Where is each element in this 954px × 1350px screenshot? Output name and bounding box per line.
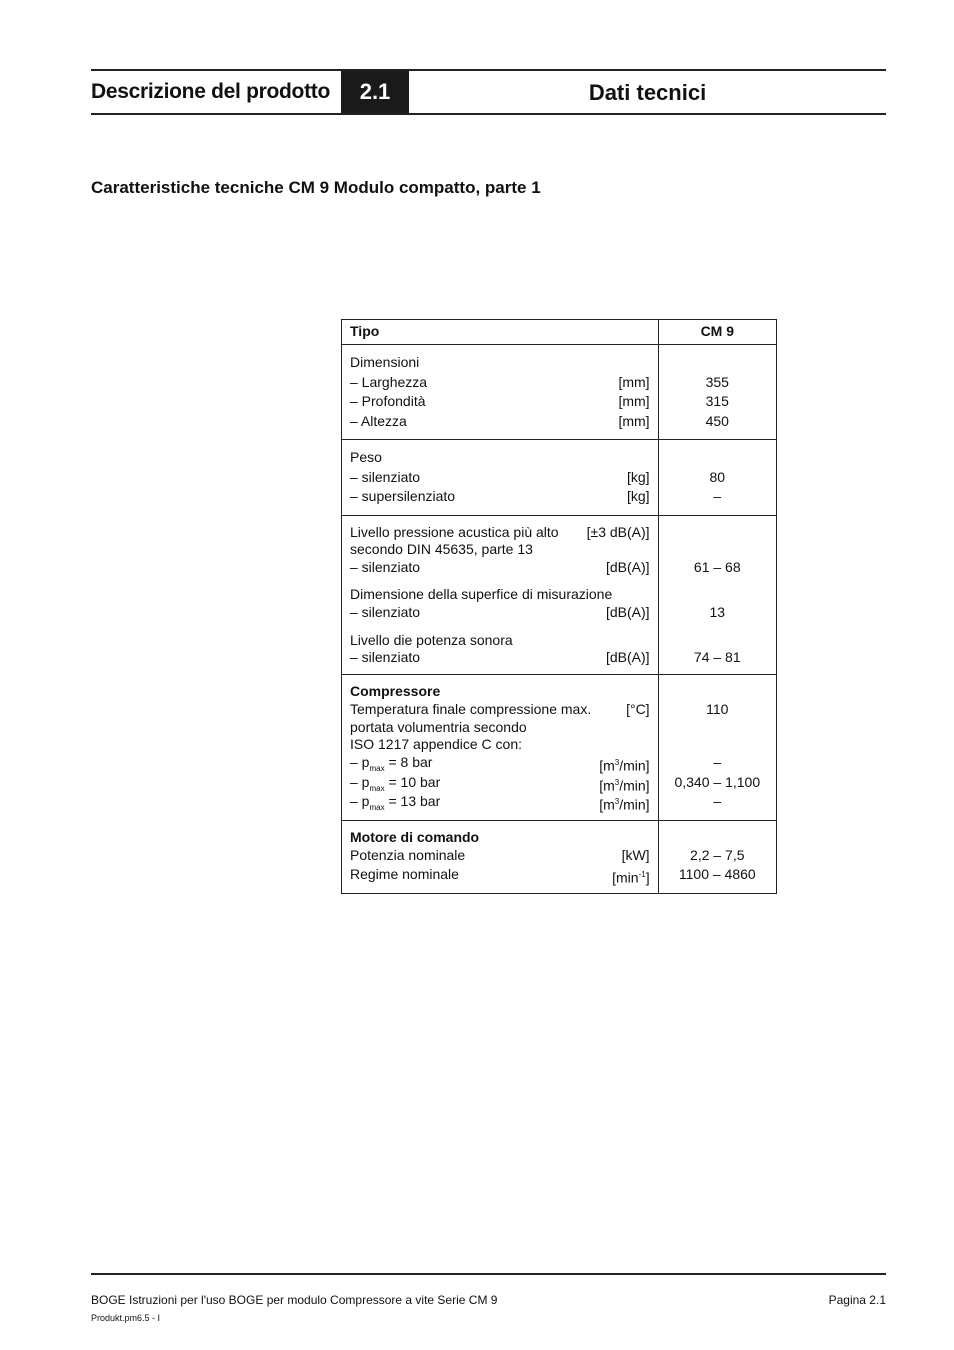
section-name: Descrizione del prodotto xyxy=(91,80,330,103)
motor-title: Motore di comando xyxy=(350,828,480,845)
noise-group xyxy=(342,515,777,674)
table-row: – silenziato [dB(A)] xyxy=(350,558,650,575)
flow-title: portata volumentria secondo xyxy=(350,719,527,735)
value-cell: 110 xyxy=(706,700,729,717)
file-name: Produkt.pm6.5 - I xyxy=(91,1313,161,1323)
value-cell: – xyxy=(713,754,722,770)
weight-title: Peso xyxy=(350,449,382,465)
table-row: Temperatura finale compressione max. [°C] xyxy=(350,700,650,717)
value-cell: 1100 – 4860 xyxy=(678,866,756,882)
page-topic: Dati tecnici xyxy=(588,80,707,105)
value-cell: 74 – 81 xyxy=(693,648,741,665)
value-cell: 355 xyxy=(705,373,729,390)
compressor-title: Compressore xyxy=(350,682,441,699)
table-header-row xyxy=(342,320,777,345)
measure-surface-title: Dimensione della superfice di misurazione xyxy=(350,586,613,602)
table-row: Regime nominale $[\min^{-1}]$ xyxy=(350,866,650,886)
motor-group xyxy=(342,820,777,893)
table-row: – silenziato [kg] xyxy=(350,468,650,485)
table-row: – $p_{max} = 13$ bar $[m^3/\min]$ xyxy=(350,793,650,813)
value-cell: – xyxy=(713,488,722,504)
value-cell: 80 xyxy=(709,468,726,485)
value-cell: 315 xyxy=(705,393,729,409)
footer-divider xyxy=(91,1273,886,1275)
dimensions-group xyxy=(342,345,777,440)
col-type-header: Tipo xyxy=(342,320,659,345)
table-row: – silenziato [dB(A)] xyxy=(350,604,650,620)
section-title: Caratteristiche tecniche CM 9 Modulo compatto, parte 1 xyxy=(91,178,541,197)
value-cell: 2,2 – 7,5 xyxy=(690,846,745,863)
value-cell: 13 xyxy=(709,604,726,620)
value-cell: 450 xyxy=(705,412,729,429)
sound-power-title: Livello die potenza sonora xyxy=(350,631,513,648)
table-row: – Altezza [mm] xyxy=(350,412,650,429)
value-cell: 61 – 68 xyxy=(693,558,741,575)
table-row: – Larghezza [mm] xyxy=(350,373,650,390)
footer-text: BOGE Istruzioni per l'uso BOGE per modulo Compressore a vite Serie CM 9 xyxy=(91,1293,498,1307)
noise-norm: secondo DIN 45635, parte 13 xyxy=(350,540,533,557)
compressor-group xyxy=(342,674,777,820)
table-row: – $p_{max} = 8$ bar $[m^3/\min]$ xyxy=(350,754,650,774)
noise-title: Livello pressione acustica più alto [±3 dB(A)] xyxy=(350,523,650,540)
table-row: – $p_{max} = 10$ bar $[m^3/\min]$ xyxy=(350,773,650,794)
weight-group xyxy=(342,440,777,516)
section-number: 2.1 xyxy=(341,71,409,113)
flow-norm: ISO 1217 appendice C con: xyxy=(350,736,523,752)
table-row: – Profondità [mm] xyxy=(350,393,650,409)
page-header xyxy=(91,69,886,115)
table-row: – supersilenziato [kg] xyxy=(350,488,650,504)
col-model-header: CM 9 xyxy=(658,320,776,345)
table-row: Potenzia nominale [kW] xyxy=(350,846,650,863)
page-number: Pagina 2.1 xyxy=(828,1293,886,1307)
table-row: – silenziato [dB(A)] xyxy=(350,648,650,665)
spec-table xyxy=(341,319,777,894)
dimensions-title: Dimensioni xyxy=(350,354,420,370)
value-cell: 0,340 – 1,100 xyxy=(674,773,761,790)
value-cell: – xyxy=(713,793,722,809)
